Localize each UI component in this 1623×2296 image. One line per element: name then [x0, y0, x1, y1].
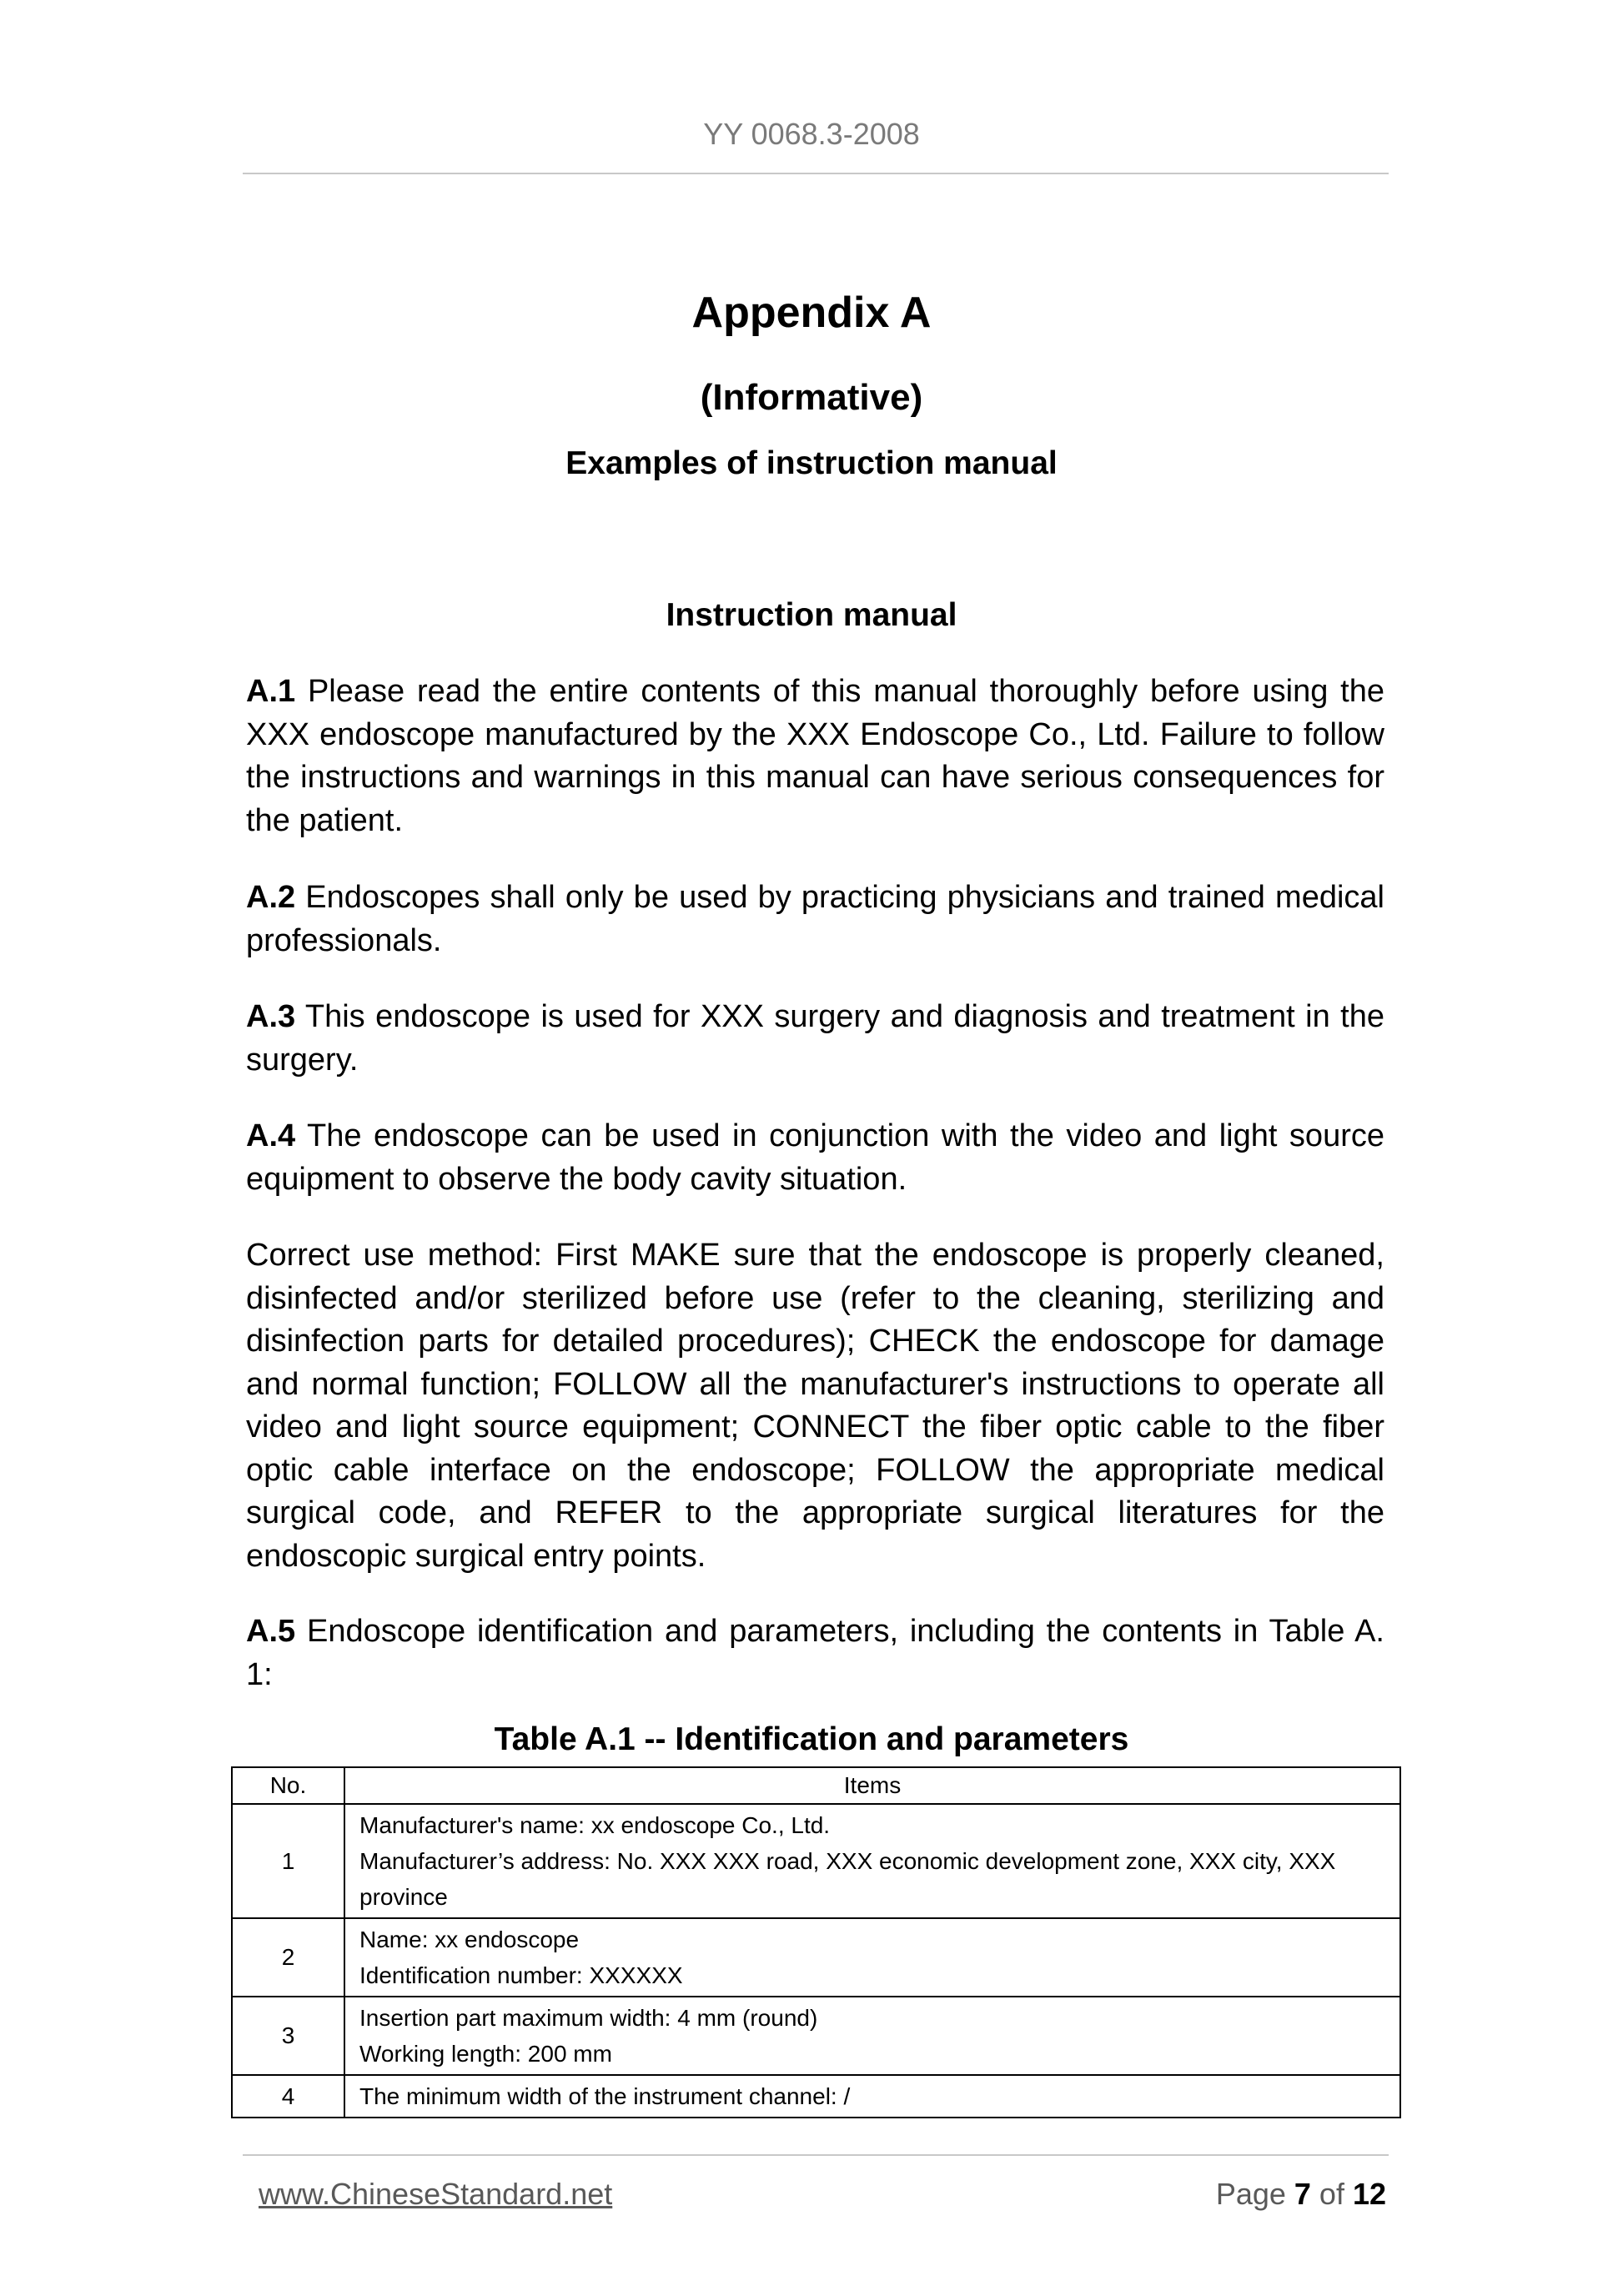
item-line: Name: xx endoscope [359, 1927, 580, 1952]
running-header: YY 0068.3-2008 [703, 117, 920, 151]
clause-number: A.4 [246, 1118, 296, 1153]
appendix-title: Appendix A [691, 289, 932, 337]
clause-text: Endoscopes shall only be used by practicing physicians and trained medical professionals. [246, 880, 1384, 958]
website-link[interactable]: www.ChineseStandard.net [259, 2177, 613, 2211]
item-line: Manufacturer's name: xx endoscope Co., Ltd. [359, 1812, 831, 1838]
row-items [344, 1804, 1400, 1918]
appendix-type: (Informative) [700, 377, 923, 418]
clause-text: This endoscope is used for XXX surgery and diagnosis and treatment in the surgery. [246, 999, 1384, 1078]
page-indicator [1216, 2177, 1386, 2212]
manual-title: Instruction manual [666, 597, 957, 633]
row-items [344, 2075, 1400, 2118]
clause-a4 [246, 1115, 1384, 1201]
clause-text: Endoscope identification and parameters, including the contents in Table A. 1: [246, 1614, 1384, 1692]
parameters-table [231, 1766, 1401, 2118]
row-number: 2 [232, 1918, 344, 1997]
clause-a1 [246, 671, 1384, 842]
clause-text: The endoscope can be used in conjunction with the video and light source equipment to observe the body cavity situation. [246, 1118, 1384, 1197]
table-row [232, 1997, 1400, 2075]
column-header-no: No. [232, 1767, 344, 1804]
clause-number: A.2 [246, 880, 296, 915]
clause-number: A.5 [246, 1614, 296, 1649]
row-items [344, 1918, 1400, 1997]
item-line: Manufacturer’s address: No. XXX XXX road, XXX economic development zone, XXX city, XXX province [359, 1848, 1336, 1910]
clause-number: A.3 [246, 999, 296, 1034]
clause-text: Please read the entire contents of this manual thoroughly before using the XXX endoscope manufactured by the XXX Endoscope Co., Ltd. Failure to follow the instructions and warnings in this manual can have serious consequences for the patient. [246, 674, 1384, 838]
table-header-row [232, 1767, 1400, 1804]
table-caption: Table A.1 -- Identification and parameters [494, 1721, 1129, 1757]
correct-use-paragraph: Correct use method: First MAKE sure that the endoscope is properly cleaned, disinfected and/or sterilized before use (refer to the cleaning, sterilizing and disinfection parts for detailed procedures); CHECK the endoscope for damage and normal function; FOLLOW all the manufacturer's instructions to operate all video and light source equipment; CONNECT the fiber optic cable to the fiber optic cable interface on the endoscope; FOLLOW the appropriate medical surgical code, and REFER to the appropriate surgical literatures for the endoscopic surgical entry points. [246, 1238, 1384, 1574]
clause-number: A.1 [246, 674, 296, 709]
table-row [232, 2075, 1400, 2118]
item-line: The minimum width of the instrument channel: / [359, 2083, 851, 2109]
footer-divider [243, 2154, 1389, 2156]
item-line: Working length: 200 mm [359, 2041, 612, 2067]
row-number: 1 [232, 1804, 344, 1918]
item-line: Insertion part maximum width: 4 mm (round) [359, 2005, 818, 2031]
appendix-subtitle: Examples of instruction manual [565, 445, 1058, 481]
clause-a5 [246, 1610, 1384, 1696]
table-row [232, 1804, 1400, 1918]
column-header-items: Items [344, 1767, 1400, 1804]
current-page-number: 7 [1294, 2177, 1311, 2211]
row-items [344, 1997, 1400, 2075]
item-line: Identification number: XXXXXX [359, 1962, 683, 1988]
page-prefix: Page [1215, 2177, 1294, 2211]
page-separator: of [1310, 2177, 1353, 2211]
table-row [232, 1918, 1400, 1997]
row-number: 4 [232, 2075, 344, 2118]
clause-a3 [246, 996, 1384, 1082]
total-pages-number: 12 [1352, 2177, 1386, 2211]
row-number: 3 [232, 1997, 344, 2075]
clause-a2 [246, 877, 1384, 962]
header-divider [243, 173, 1389, 174]
